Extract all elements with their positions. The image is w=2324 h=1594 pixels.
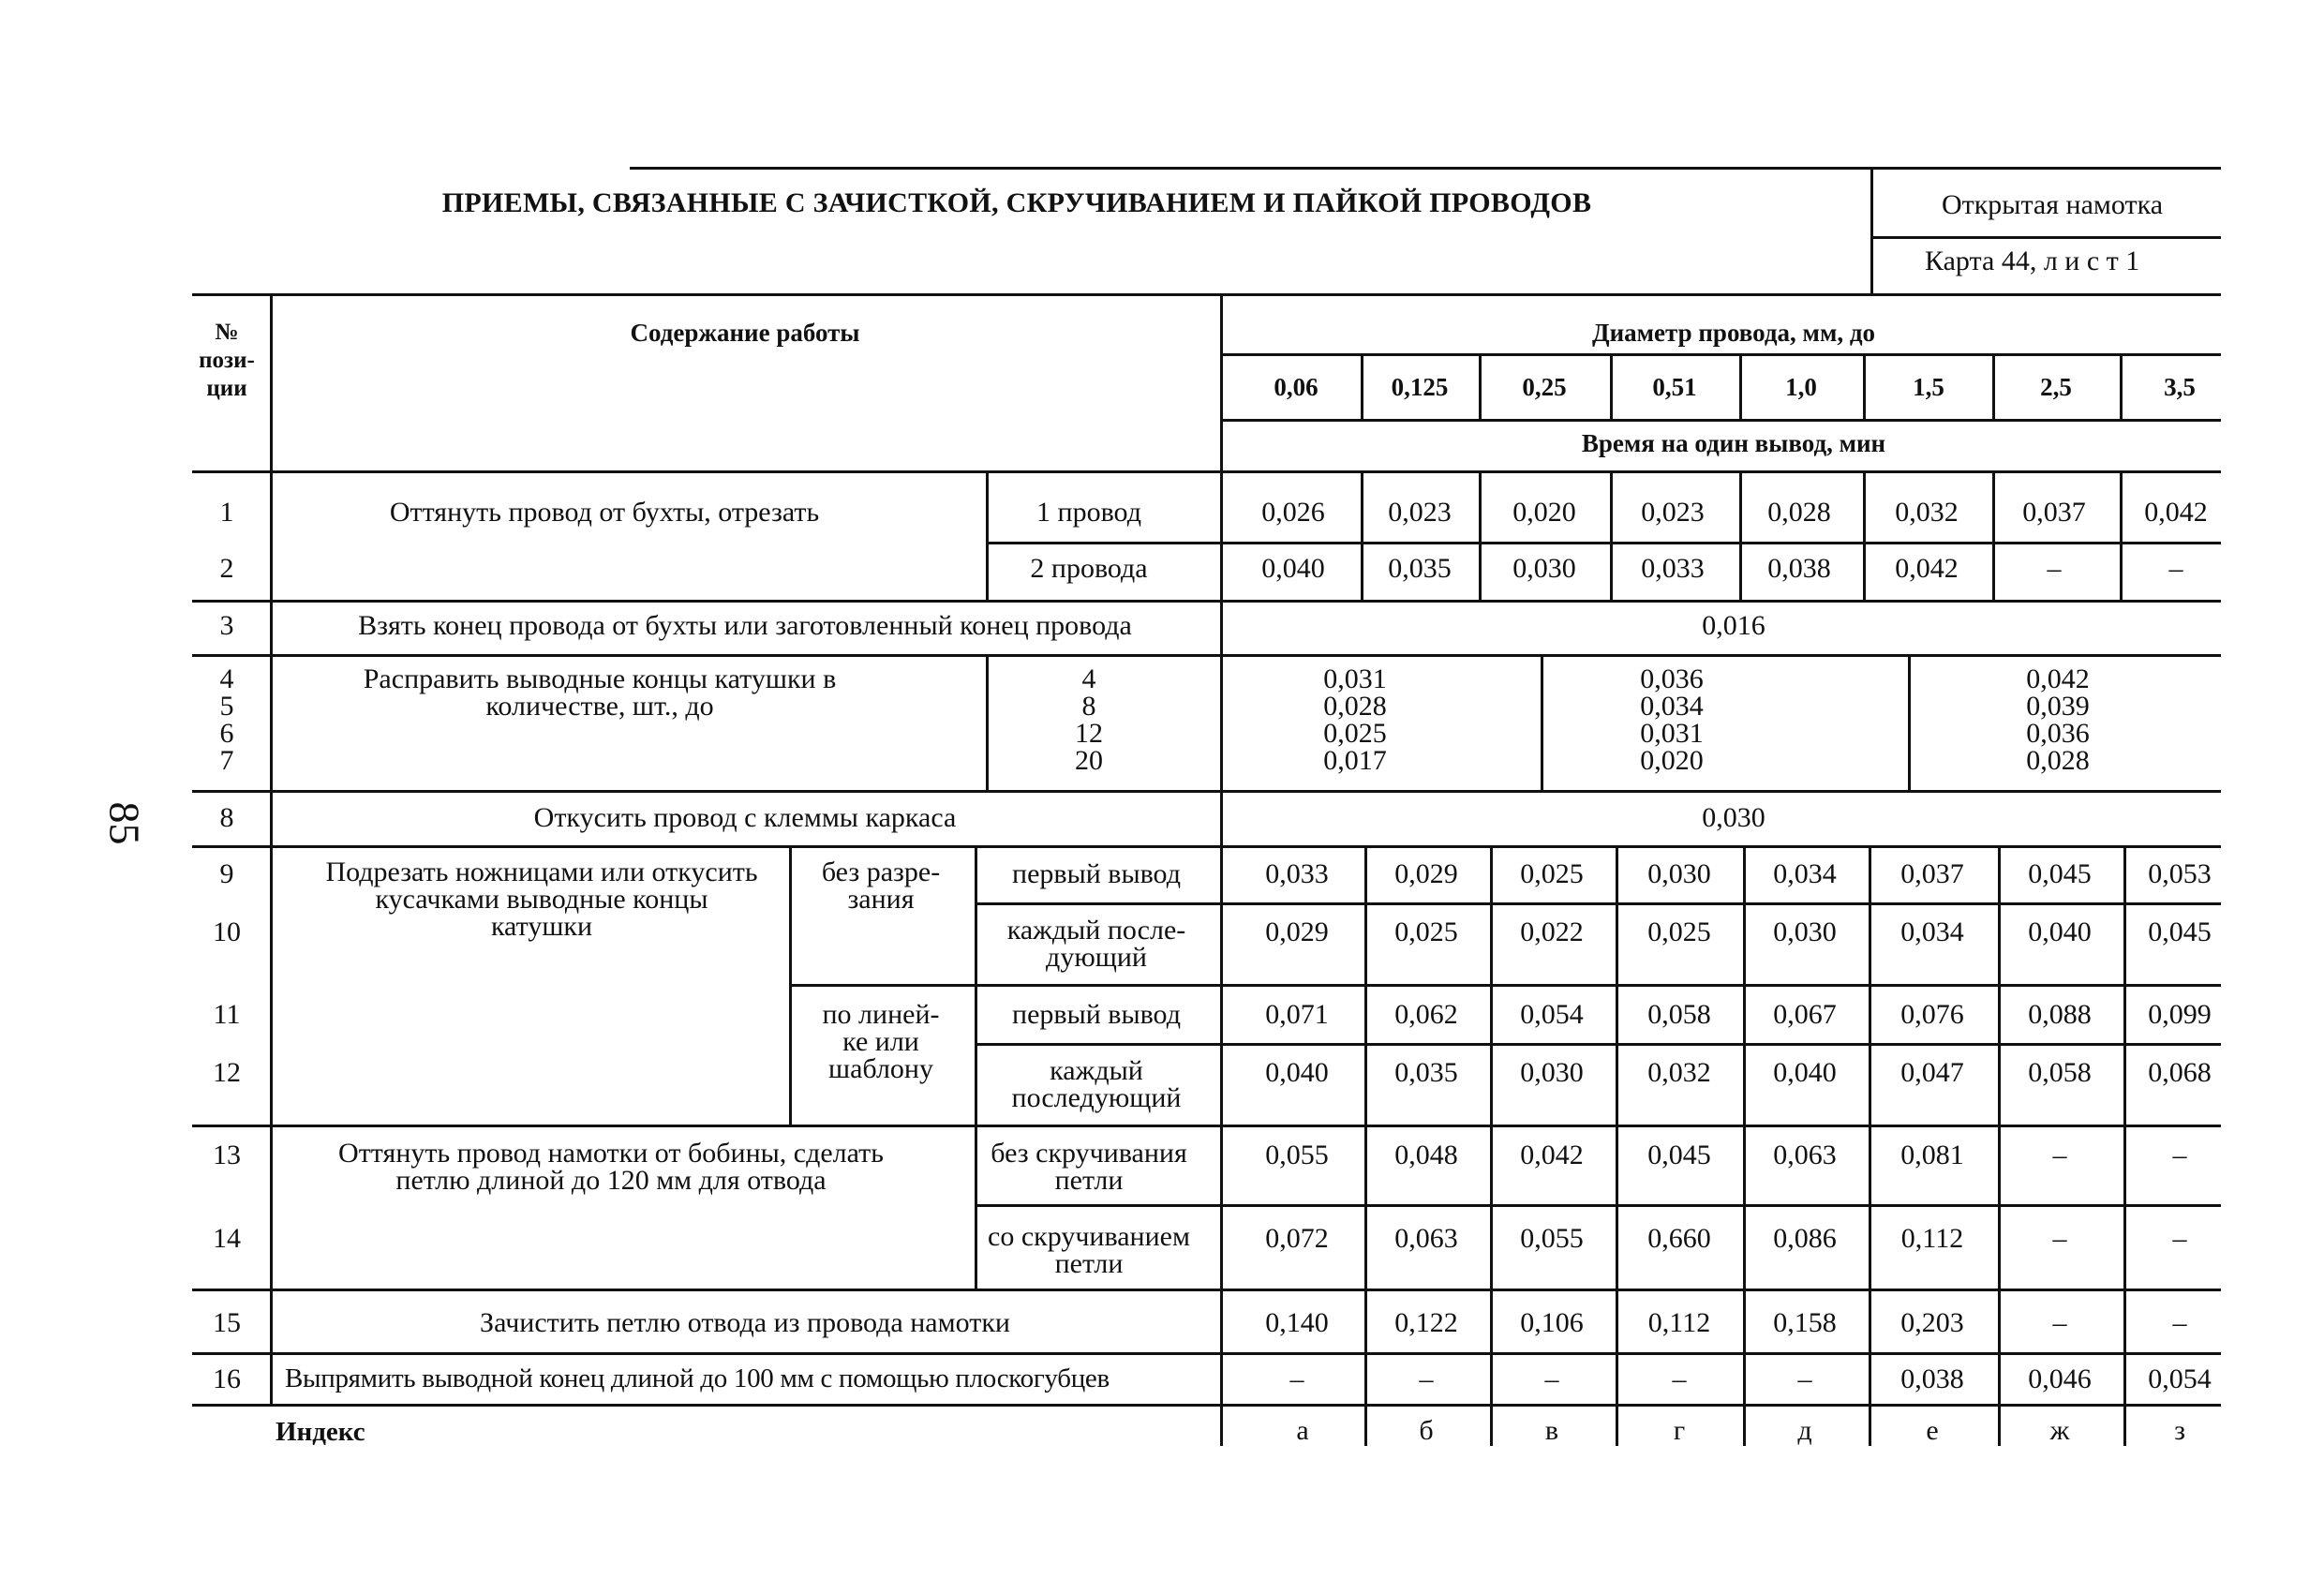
value-cell: 0,042 (2144, 497, 2208, 528)
row-sub-content: 4 8 12 20 (1075, 663, 1103, 776)
diameter-value: 0,06 (1274, 373, 1318, 401)
row-content: Взять конец провода от бухты или заготовленный конец провода (358, 610, 1132, 641)
row-content: Откусить провод с клеммы каркаса (533, 802, 957, 833)
row-9-bottom-rule (975, 902, 2221, 905)
dia-col-rule-5-low (1869, 845, 1871, 1446)
value-cell: 0,038 (1767, 553, 1831, 584)
value-cell: 0,042 (1520, 1140, 1584, 1170)
index-letter: в (1544, 1415, 1559, 1446)
row-7-bottom-rule (192, 790, 2221, 793)
row-position: 15 (213, 1307, 241, 1338)
diameter-value: 0,125 (1391, 373, 1449, 401)
value-cell: 0,042 (1895, 553, 1959, 584)
diameter-header: Диаметр провода, мм, до (1592, 319, 1875, 347)
value-cell: 0,030 (1520, 1057, 1584, 1088)
value-cell: 0,081 (1900, 1140, 1964, 1170)
value-cell: 0,030 (1647, 858, 1711, 889)
dia-col-rule-4-low (1743, 845, 1746, 1446)
dia-col-rule-3-low (1616, 845, 1618, 1446)
row-position: 11 (213, 999, 241, 1030)
dia-col-rule-6-head (1992, 353, 1995, 419)
group-rule-2 (1908, 654, 1911, 790)
value-cell: 0,088 (2028, 999, 2092, 1030)
row-sub-content: каждый после- дующий (1006, 915, 1186, 973)
row-content: Расправить выводные концы катушки в количестве, шт., до (363, 663, 837, 722)
value-cell: 0,122 (1394, 1307, 1458, 1338)
row-sub-content: со скручиванием петли (988, 1221, 1190, 1279)
dia-col-rule-4-head (1739, 353, 1742, 419)
row-position: 12 (213, 1057, 241, 1088)
header-divider (1870, 167, 1873, 296)
value-cell: 0,016 (1702, 610, 1765, 641)
value-cell: 0,062 (1394, 999, 1458, 1030)
value-cell: 0,037 (2022, 497, 2086, 528)
row-sub-content: 2 провода (1030, 553, 1148, 584)
row-sub-content: каждый последующий (1011, 1055, 1182, 1113)
index-label: Индекс (276, 1417, 365, 1447)
index-letter: г (1673, 1415, 1686, 1446)
dia-col-rule-1-r12 (1361, 470, 1363, 600)
value-cell: 0,099 (2148, 999, 2212, 1030)
page-title: ПРИЕМЫ, СВЯЗАННЫЕ С ЗАЧИСТКОЙ, СКРУЧИВАНИЕМ И ПАЙКОЙ ПРОВОДОВ (441, 187, 1592, 218)
value-cell: 0,029 (1394, 858, 1458, 889)
row-position: 14 (213, 1223, 241, 1254)
value-cell: 0,076 (1900, 999, 1964, 1030)
value-cell: 0,023 (1388, 497, 1452, 528)
dia-col-rule-2-head (1479, 353, 1482, 419)
row-3-bottom-rule (192, 654, 2221, 657)
diameter-value: 0,51 (1652, 373, 1697, 401)
diameter-value: 2,5 (2040, 373, 2072, 401)
dia-col-rule-2-r12 (1479, 470, 1482, 600)
value-cell: 0,112 (1647, 1307, 1711, 1338)
row-position: 9 (219, 858, 234, 889)
index-letter: д (1797, 1415, 1812, 1446)
value-cell: 0,045 (1647, 1140, 1711, 1170)
row-position: 13 (213, 1140, 241, 1170)
value-cell: 0,086 (1773, 1223, 1837, 1254)
value-cell: – (2172, 1223, 2187, 1254)
dia-col-rule-3-head (1610, 353, 1613, 419)
dia-col-rule-7-head (2120, 353, 2123, 419)
values-column-rule (1220, 293, 1223, 1446)
value-cell: 0,072 (1265, 1223, 1329, 1254)
row-sub-content: 1 провод (1036, 497, 1141, 528)
index-letter: ж (2049, 1415, 2070, 1446)
diameter-value: 3,5 (2164, 373, 2196, 401)
row-12-bottom-rule (192, 1125, 2221, 1127)
value-cell: 0,054 (1520, 999, 1584, 1030)
value-cell: 0,068 (2148, 1057, 2212, 1088)
row-10-bottom-rule (789, 984, 2221, 987)
row-1-bottom-rule (986, 542, 2221, 544)
row-position: 2 (219, 553, 234, 584)
row-2-bottom-rule (192, 600, 2221, 603)
value-cell: 0,112 (1900, 1223, 1964, 1254)
index-letter: а (1296, 1415, 1309, 1446)
value-cell: 0,023 (1641, 497, 1705, 528)
index-letter: б (1419, 1415, 1434, 1446)
value-cell: 0,032 (1895, 497, 1959, 528)
value-cell: 0,028 (1767, 497, 1831, 528)
page-number: 85 (100, 801, 149, 845)
dia-col-rule-7-low (2123, 845, 2126, 1446)
value-cell: 0,040 (1265, 1057, 1329, 1088)
value-cell: 0,045 (2028, 858, 2092, 889)
value-cell: 0,055 (1520, 1223, 1584, 1254)
value-cell: – (1544, 1363, 1559, 1394)
value-cell: – (2172, 1140, 2187, 1170)
dia-col-rule-1-low (1364, 845, 1367, 1446)
value-cell: – (1797, 1363, 1812, 1394)
dia-col-rule-1-head (1361, 353, 1363, 419)
value-cell: 0,046 (2028, 1363, 2092, 1394)
value-cell: – (2168, 553, 2183, 584)
row-content: Оттянуть провод намотки от бобины, сделать петлю длиной до 120 мм для отвода (338, 1138, 884, 1196)
card-label: Карта 44, л и с т 1 (1925, 246, 2140, 276)
row-mode: по линей- ке или шаблону (822, 999, 940, 1084)
value-cell: 0,040 (1261, 553, 1325, 584)
dia-col-rule-3-r12 (1610, 470, 1613, 600)
value-cell: – (1672, 1363, 1687, 1394)
dia-col-rule-5-head (1863, 353, 1866, 419)
value-cell: 0,063 (1394, 1223, 1458, 1254)
value-cell: 0,033 (1265, 858, 1329, 889)
value-cell: – (2047, 553, 2062, 584)
value-group: 0,042 0,039 0,036 0,028 (2026, 663, 2090, 776)
diameter-value: 0,25 (1522, 373, 1567, 401)
value-cell: 0,022 (1520, 916, 1584, 947)
value-cell: 0,047 (1900, 1057, 1964, 1088)
value-cell: 0,034 (1773, 858, 1837, 889)
row-16-bottom-rule (192, 1404, 2221, 1407)
value-cell: 0,158 (1773, 1307, 1837, 1338)
row-15-bottom-rule (192, 1352, 2221, 1355)
index-letter: з (2174, 1415, 2185, 1446)
value-cell: 0,030 (1702, 802, 1765, 833)
value-cell: 0,030 (1512, 553, 1576, 584)
row-content: Оттянуть провод от бухты, отрезать (389, 497, 820, 528)
row-13-bottom-rule (975, 1204, 2221, 1207)
dia-col-rule-2-low (1490, 845, 1493, 1446)
row-position-group: 4 5 6 7 (219, 663, 234, 776)
diameter-value: 1,0 (1785, 373, 1817, 401)
category-label: Открытая намотка (1941, 189, 2164, 220)
value-cell: 0,035 (1388, 553, 1452, 584)
row-position: 8 (219, 802, 234, 833)
row-sub-content: первый вывод (1012, 999, 1181, 1030)
value-cell: 0,025 (1647, 916, 1711, 947)
dia-col-rule-7-r12 (2120, 470, 2123, 600)
dia-col-rule-5-r12 (1863, 470, 1866, 600)
value-cell: 0,058 (1647, 999, 1711, 1030)
value-cell: 0,203 (1900, 1307, 1964, 1338)
value-cell: 0,045 (2148, 916, 2212, 947)
position-column-rule (270, 293, 273, 1404)
sub-column-rule-3 (975, 845, 977, 1289)
row-8-bottom-rule (192, 845, 2221, 848)
value-cell: 0,025 (1394, 916, 1458, 947)
value-cell: 0,040 (2028, 916, 2092, 947)
value-cell: – (2172, 1307, 2187, 1338)
value-cell: 0,063 (1773, 1140, 1837, 1170)
value-cell: – (1289, 1363, 1304, 1394)
value-cell: 0,067 (1773, 999, 1837, 1030)
diameter-values-rule (1220, 419, 2221, 422)
row-position: 3 (219, 610, 234, 641)
header-top-rule (630, 167, 2221, 170)
group-rule-1 (1541, 654, 1543, 790)
value-cell: 0,035 (1394, 1057, 1458, 1088)
row-position: 16 (213, 1363, 241, 1394)
header-bottom-rule (192, 470, 2221, 473)
value-cell: 0,058 (2028, 1057, 2092, 1088)
diameter-value: 1,5 (1913, 373, 1944, 401)
position-header: № пози- ции (199, 320, 255, 401)
row-content: Выпрямить выводной конец длиной до 100 мм с помощью плоскогубцев (285, 1363, 1110, 1393)
dia-col-rule-6-low (1998, 845, 2001, 1446)
value-cell: 0,034 (1900, 916, 1964, 947)
value-cell: – (1419, 1363, 1434, 1394)
time-header: Время на один вывод, мин (1581, 429, 1886, 457)
value-cell: – (2052, 1140, 2067, 1170)
value-cell: 0,029 (1265, 916, 1329, 947)
dia-col-rule-4-r12 (1739, 470, 1742, 600)
value-cell: 0,054 (2148, 1363, 2212, 1394)
value-cell: – (2052, 1223, 2067, 1254)
value-cell: 0,025 (1520, 858, 1584, 889)
row-sub-content: первый вывод (1012, 858, 1181, 889)
value-cell: 0,106 (1520, 1307, 1584, 1338)
value-cell: 0,020 (1512, 497, 1576, 528)
sub-column-rule-1 (986, 470, 989, 600)
value-cell: 0,071 (1265, 999, 1329, 1030)
dia-col-rule-6-r12 (1992, 470, 1995, 600)
diameter-header-rule (1220, 353, 2221, 356)
value-cell: – (2052, 1307, 2067, 1338)
mode-column-rule (789, 845, 792, 1125)
row-content: Зачистить петлю отвода из провода намотки (480, 1307, 1010, 1338)
table-top-rule (192, 293, 2221, 296)
value-cell: 0,032 (1647, 1057, 1711, 1088)
value-cell: 0,140 (1265, 1307, 1329, 1338)
index-letter: е (1926, 1415, 1939, 1446)
content-header: Содержание работы (630, 319, 860, 347)
row-sub-content: без скручивания петли (991, 1138, 1187, 1196)
value-cell: 0,040 (1773, 1057, 1837, 1088)
row-11-bottom-rule (975, 1043, 2221, 1046)
value-group: 0,036 0,034 0,031 0,020 (1640, 663, 1704, 776)
sub-column-rule-2 (986, 654, 989, 790)
row-mode: без разре- зания (821, 857, 941, 915)
value-cell: 0,026 (1261, 497, 1325, 528)
value-cell: 0,660 (1647, 1223, 1711, 1254)
row-14-bottom-rule (192, 1289, 2221, 1291)
value-cell: 0,055 (1265, 1140, 1329, 1170)
value-group: 0,031 0,028 0,025 0,017 (1323, 663, 1387, 776)
header-mid-rule (1870, 236, 2221, 239)
row-content: Подрезать ножницами или откусить кусачками выводные концы катушки (325, 857, 758, 942)
value-cell: 0,048 (1394, 1140, 1458, 1170)
value-cell: 0,053 (2148, 858, 2212, 889)
value-cell: 0,033 (1641, 553, 1705, 584)
row-position: 10 (213, 916, 241, 947)
value-cell: 0,030 (1773, 916, 1837, 947)
row-position: 1 (219, 497, 234, 528)
value-cell: 0,038 (1900, 1363, 1964, 1394)
value-cell: 0,037 (1900, 858, 1964, 889)
